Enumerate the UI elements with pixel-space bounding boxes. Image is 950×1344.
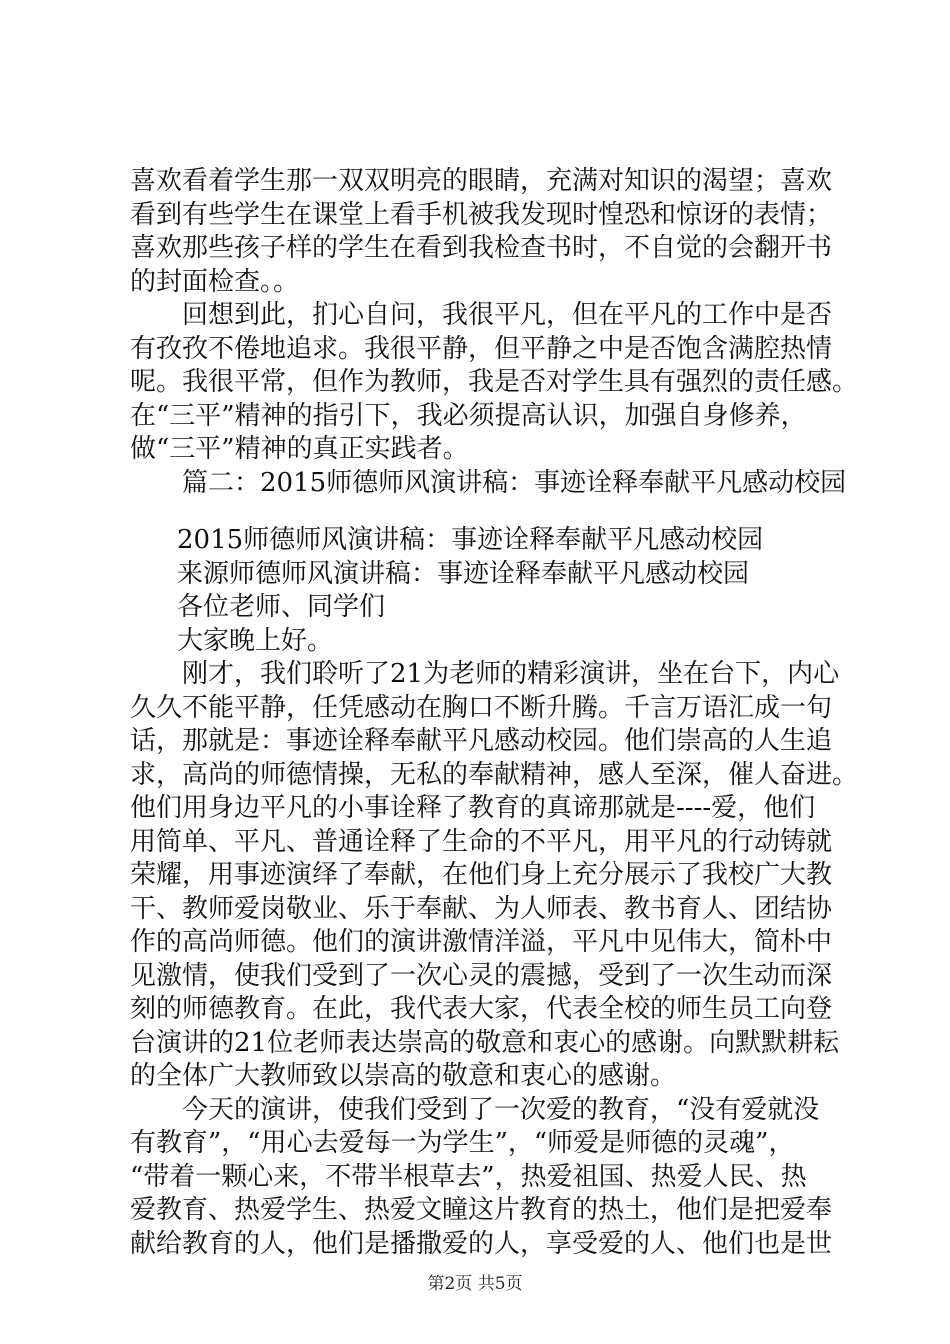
section-heading: 篇二：2015师德师风演讲稿：事迹诠释奉献平凡感动校园 <box>182 467 847 498</box>
text-line: 喜欢那些孩子样的学生在看到我检查书时，不自觉的会翻开书 <box>130 233 833 263</box>
text-line: 呢。我很平常，但作为教师，我是否对学生具有强烈的责任感。 <box>130 367 859 397</box>
salutation: 各位老师、同学们 <box>177 592 386 622</box>
text-line: 荣耀，用事迹演绎了奉献，在他们身上充分展示了我校广大教 <box>130 860 833 890</box>
text-line: 台演讲的21位老师表达崇高的敬意和衷心的感谢。向默默耕耘 <box>130 1027 840 1058</box>
text-line: 干、教师爱岗敬业、乐于奉献、为人师表、教书育人、团结协 <box>130 893 833 924</box>
text-line: 有孜孜不倦地追求。我很平静，但平静之中是否饱含满腔热情 <box>130 333 833 364</box>
text-line: 的全体广大教师致以崇高的敬意和衷心的感谢。 <box>130 1061 677 1091</box>
text-line: 今天的演讲，使我们受到了一次爱的教育，“没有爱就没 <box>182 1094 820 1125</box>
text-line: 回想到此，扪心自问，我很平凡，但在平凡的工作中是否 <box>182 300 833 330</box>
paragraph-1 <box>130 165 850 299</box>
text-line: 求，高尚的师德情操，无私的奉献精神，感人至深，催人奋进。 <box>130 759 859 790</box>
text-line: 在“三平”精神的指引下，我必须提高认识，加强自身修养， <box>130 400 807 431</box>
page-number-footer: 第2页 共5页 <box>427 1274 523 1294</box>
text-line: 话，那就是：事迹诠释奉献平凡感动校园。他们崇高的人生追 <box>130 726 833 756</box>
text-line: 喜欢看着学生那一双双明亮的眼睛，充满对知识的渴望；喜欢 <box>130 166 833 196</box>
text-line: 刚才，我们聆听了21为老师的精彩演讲，坐在台下，内心 <box>182 659 840 689</box>
spacer <box>130 500 850 524</box>
text-line: 他们用身边平凡的小事诠释了教育的真谛那就是----爱，他们 <box>130 793 816 823</box>
text-line: 献给教育的人，他们是播撒爱的人，享受爱的人、他们也是世 <box>130 1228 833 1259</box>
document-body <box>130 165 859 1261</box>
text-line: 久久不能平静，任凭感动在胸口不断升腾。千言万语汇成一句 <box>130 692 833 723</box>
text-line: 的封面检查。。 <box>130 266 300 297</box>
greeting: 大家晚上好。 <box>177 625 334 656</box>
text-line: 看到有些学生在课堂上看手机被我发现时惶恐和惊讶的表情； <box>130 199 833 230</box>
text-line: 见激情，使我们受到了一次心灵的震撼，受到了一次生动而深 <box>130 960 833 991</box>
paragraph-3 <box>130 658 859 1094</box>
paragraph-2 <box>130 299 859 467</box>
text-line: “带着一颗心来，不带半根草去”，热爱祖国、热爱人民、热 <box>130 1161 807 1192</box>
speech-title: 2015师德师风演讲稿：事迹诠释奉献平凡感动校园 <box>177 525 764 555</box>
text-line: 用简单、平凡、普通诠释了生命的不平凡，用平凡的行动铸就 <box>130 826 833 857</box>
text-line: 有教育”，“用心去爱每一为学生”，“师爱是师德的灵魂”， <box>130 1128 795 1158</box>
source-line: 来源师德师风演讲稿：事迹诠释奉献平凡感动校园 <box>177 558 750 589</box>
text-line: 做“三平”精神的真正实践者。 <box>130 434 469 464</box>
paragraph-4 <box>130 1094 850 1262</box>
text-line: 作的高尚师德。他们的演讲激情洋溢，平凡中见伟大，简朴中 <box>130 927 833 957</box>
text-line: 爱教育、热爱学生、热爱文瞳这片教育的热土，他们是把爱奉 <box>130 1195 833 1225</box>
text-line: 刻的师德教育。在此，我代表大家，代表全校的师生员工向登 <box>130 994 833 1024</box>
